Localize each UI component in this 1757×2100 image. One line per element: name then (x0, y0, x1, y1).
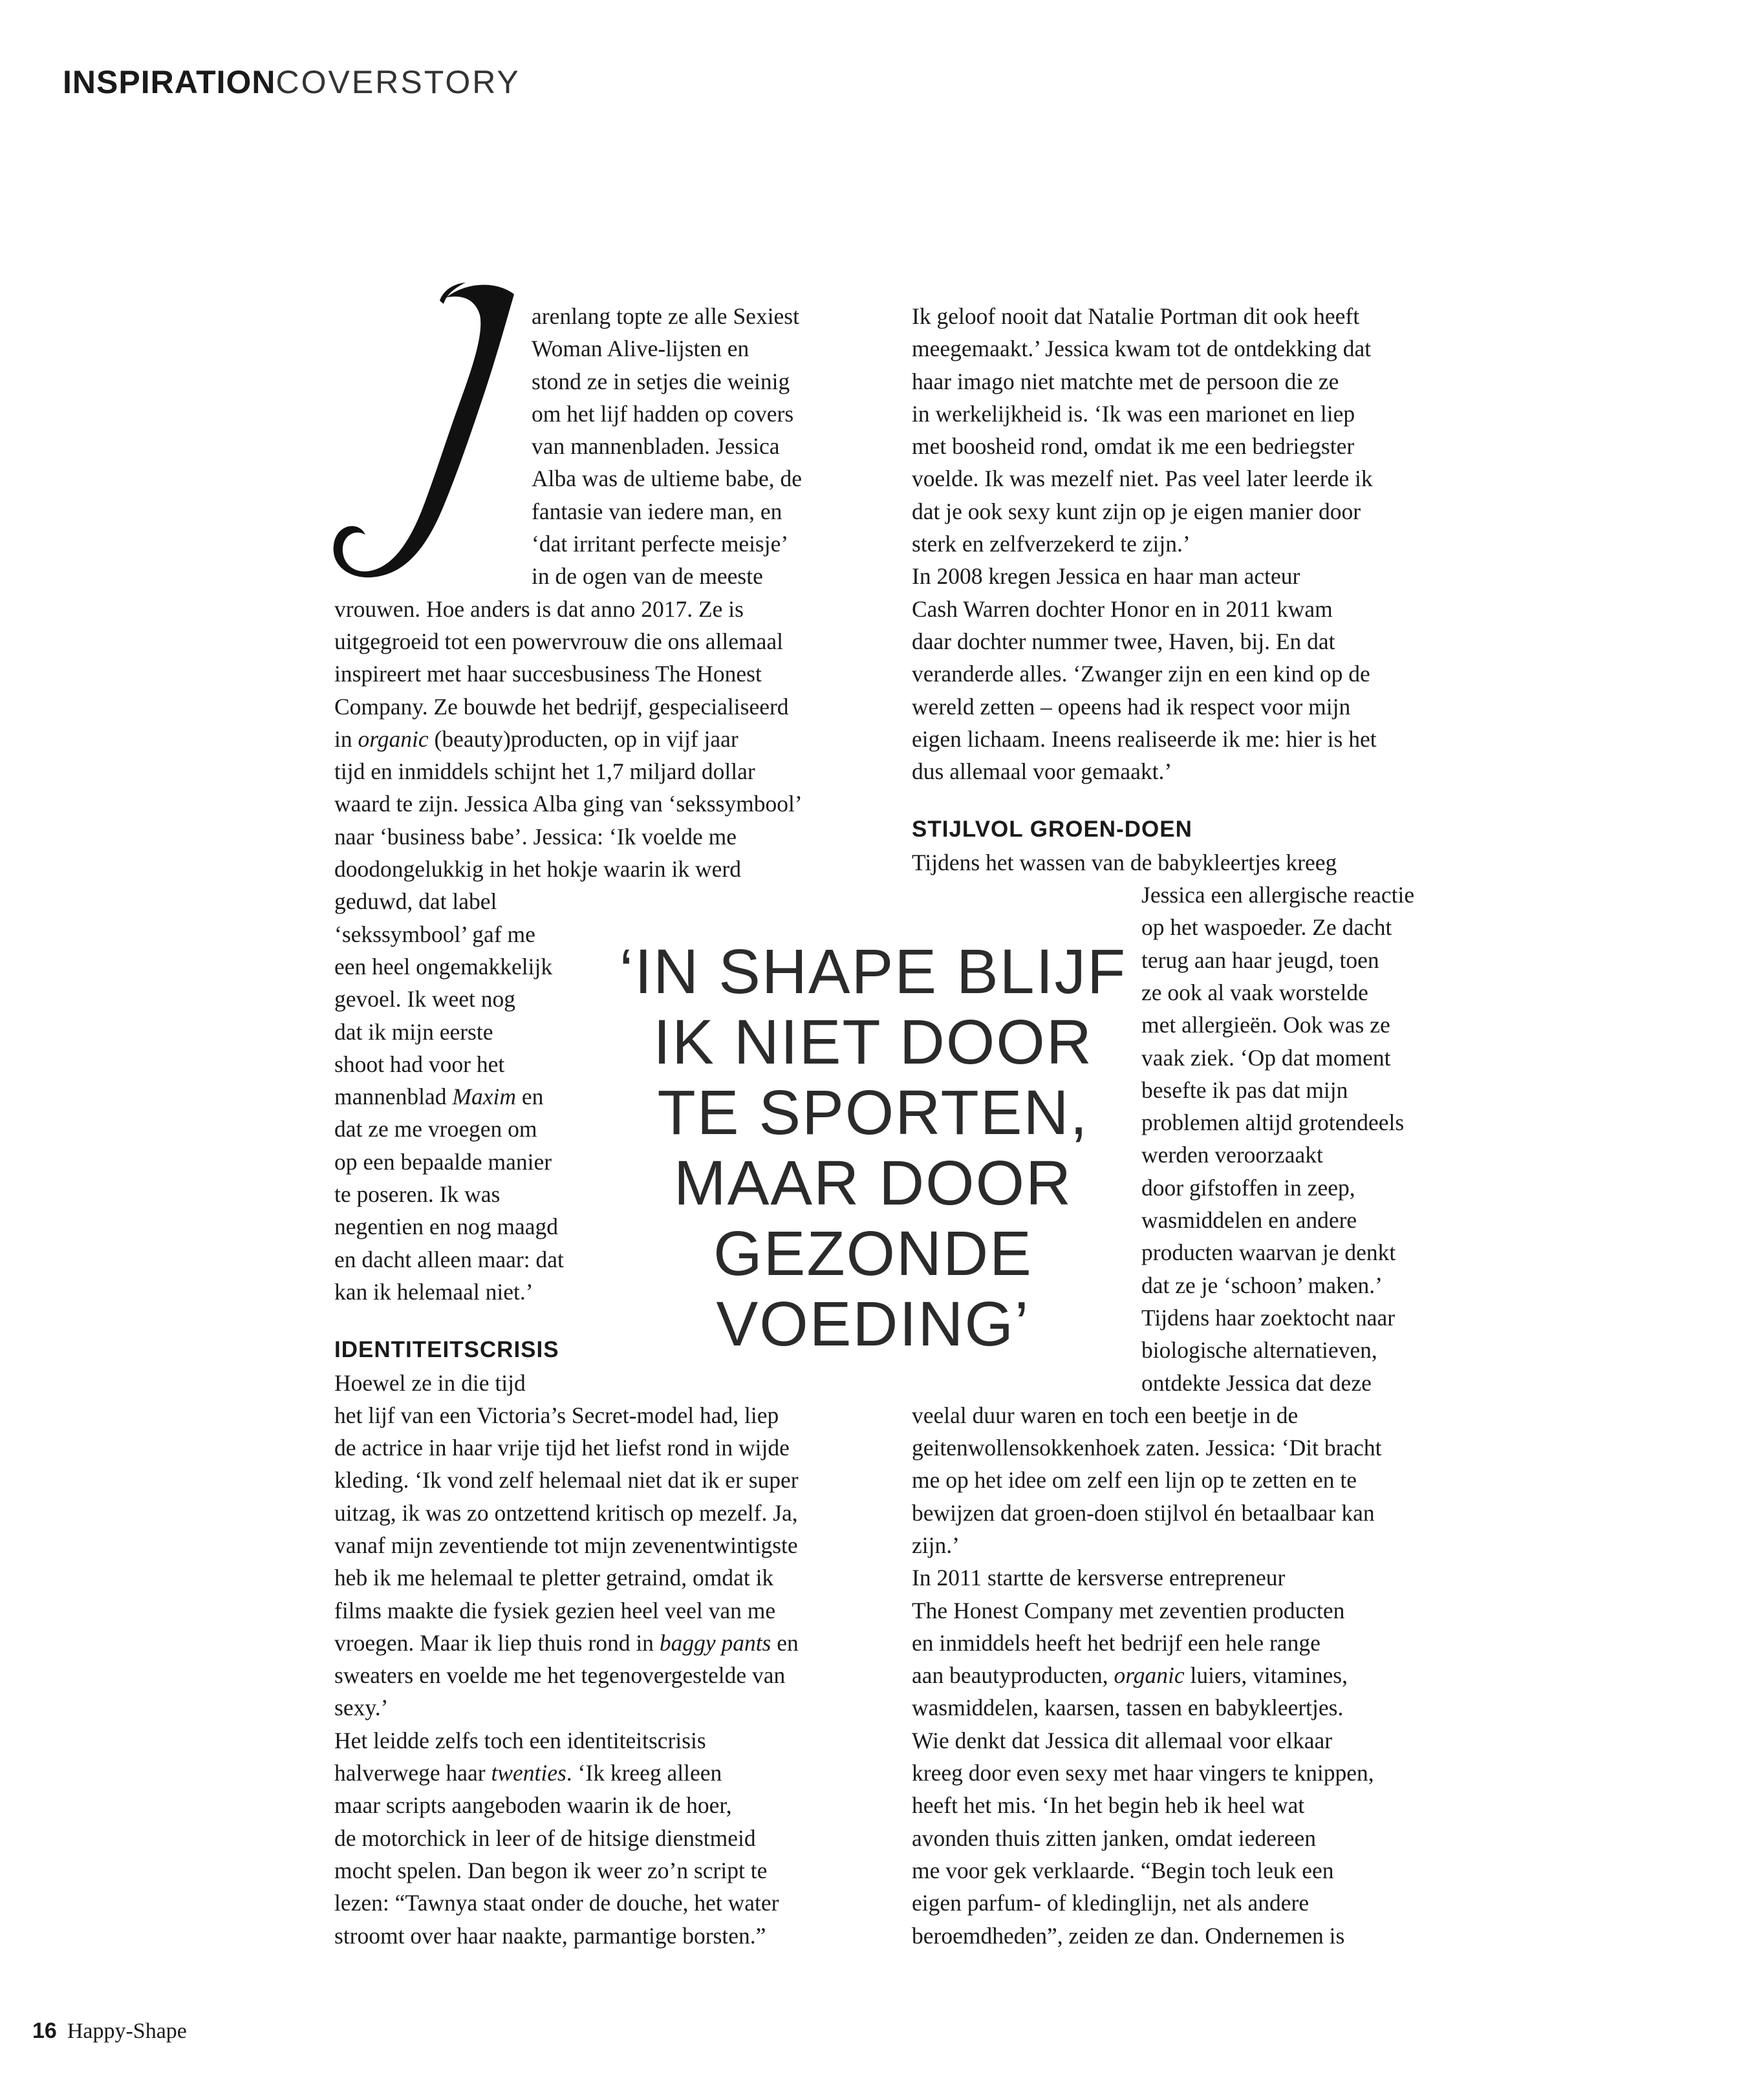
text-line: fantasie van iedere man, en (532, 498, 782, 524)
text-line: arenlang topte ze alle Sexiest (532, 303, 799, 329)
text-line: bewijzen dat groen-doen stijlvol én betaalbaar kan (912, 1499, 1375, 1526)
text-line: met boosheid rond, omdat ik me een bedriegster (912, 433, 1355, 460)
text-line: dat ze me vroegen om (334, 1116, 537, 1142)
text-line: gevoel. Ik weet nog (334, 986, 515, 1012)
text-line: Hoewel ze in die tijd (334, 1369, 526, 1396)
pull-quote (614, 936, 1132, 1359)
text-line: Cash Warren dochter Honor en in 2011 kwam (912, 595, 1333, 622)
text-line (334, 1627, 865, 1659)
text-line: veelal duur waren en toch een beetje in de (912, 1402, 1299, 1428)
text-line: mocht spelen. Dan begon ik weer zo’n script te (334, 1857, 768, 1883)
text-line (912, 1659, 1461, 1691)
text-line: en inmiddels heeft het bedrijf een hele range (912, 1629, 1320, 1656)
text-line: dat ze je ‘schoon’ maken.’ (1141, 1272, 1383, 1298)
text-line: The Honest Company met zeventien producten (912, 1597, 1345, 1623)
page-number: 16 (32, 2019, 57, 2043)
pull-quote-line: TE SPORTEN, (657, 1077, 1089, 1148)
text-line: tijd en inmiddels schijnt het 1,7 miljard dollar (334, 758, 755, 785)
text-line: In 2008 kregen Jessica en haar man acteur (912, 563, 1300, 590)
magazine-brand: Happy-Shape (67, 2019, 187, 2043)
text-line: Wie denkt dat Jessica dit allemaal voor elkaar (912, 1727, 1333, 1753)
text-line: in de ogen van de meeste (532, 563, 763, 590)
text-line: voelde. Ik was mezelf niet. Pas veel later leerde ik (912, 466, 1373, 492)
text-line: daar dochter nummer twee, Haven, bij. En dat (912, 628, 1335, 654)
pull-quote-line: GEZONDE (713, 1218, 1033, 1289)
text-line: kreeg door even sexy met haar vingers te knippen, (912, 1760, 1374, 1786)
text-line: een heel ongemakkelijk (334, 953, 553, 980)
text-line: ‘dat irritant perfecte meisje’ (532, 531, 789, 557)
text-line: dat ik mijn eerste (334, 1018, 493, 1045)
text-line: ‘sekssymbool’ gaf me (334, 921, 535, 947)
text-line: Tijdens haar zoektocht naar (1141, 1304, 1396, 1331)
text-line: Jessica een allergische reactie (1141, 882, 1415, 908)
text-line: inspireert met haar succesbusiness The Honest (334, 661, 762, 687)
text-line: zijn.’ (912, 1532, 960, 1558)
text-line: de actrice in haar vrije tijd het liefst rond in wijde (334, 1435, 790, 1461)
text-line: sexy.’ (334, 1695, 389, 1721)
text-line (334, 723, 865, 755)
text-line: In 2011 startte de kersverse entrepreneur (912, 1565, 1286, 1591)
pull-quote-line: MAAR DOOR (673, 1148, 1073, 1218)
text-line: Company. Ze bouwde het bedrijf, gespecialiseerd (334, 693, 789, 720)
text-run: in (334, 725, 358, 752)
text-run: luiers, vitamines, (1184, 1662, 1348, 1689)
text-line: besefte ik pas dat mijn (1141, 1077, 1348, 1103)
text-line: ontdekte Jessica dat deze (1141, 1369, 1372, 1396)
text-line: het lijf van een Victoria’s Secret-model had, liep (334, 1402, 779, 1428)
text-line: op het waspoeder. Ze dacht (1141, 914, 1392, 941)
italic-run: Maxim (452, 1084, 516, 1110)
italic-run: organic (1114, 1662, 1185, 1689)
text-run: mannenblad (334, 1084, 453, 1110)
text-line: om het lijf hadden op covers (532, 400, 794, 427)
text-line: met allergieën. Ook was ze (1141, 1012, 1390, 1038)
text-line: en dacht alleen maar: dat (334, 1246, 564, 1272)
text-run: en (515, 1084, 544, 1110)
text-line: door gifstoffen in zeep, (1141, 1174, 1355, 1201)
text-line: maar scripts aangeboden waarin ik de hoer, (334, 1792, 732, 1819)
text-line: heb ik me helemaal te pletter getraind, omdat ik (334, 1565, 774, 1591)
subhead-stijlvol-groen-doen: STIJLVOL GROEN-DOEN (912, 817, 1192, 842)
pull-quote-line: IK NIET DOOR (653, 1007, 1093, 1077)
text-line: in werkelijkheid is. ‘Ik was een marionet en liep (912, 400, 1355, 427)
section-header (63, 63, 521, 101)
text-line: doodongelukkig in het hokje waarin ik werd (334, 856, 741, 883)
text-line: meegemaakt.’ Jessica kwam tot de ontdekking dat (912, 336, 1372, 362)
text-line: dus allemaal voor gemaakt.’ (912, 758, 1172, 785)
text-run: halverwege haar (334, 1760, 491, 1786)
text-line: te poseren. Ik was (334, 1181, 501, 1208)
text-run: en (771, 1629, 799, 1656)
italic-run: baggy pants (659, 1629, 771, 1656)
text-line: wasmiddelen, kaarsen, tassen en babykleertjes. (912, 1695, 1344, 1721)
text-line: haar imago niet matchte met de persoon die ze (912, 368, 1339, 394)
text-line: wasmiddelen en andere (1141, 1207, 1357, 1234)
text-line: sterk en zelfverzekerd te zijn.’ (912, 531, 1191, 557)
pull-quote-line: ‘IN SHAPE BLIJF (619, 936, 1127, 1007)
text-line: terug aan haar jeugd, toen (1141, 947, 1379, 973)
paragraph-gap (912, 788, 1461, 813)
section-label: INSPIRATION (63, 64, 276, 100)
text-line: beroemdheden”, zeiden ze dan. Ondernemen is (912, 1922, 1345, 1949)
text-line: dat je ook sexy kunt zijn op je eigen manier door (912, 498, 1361, 524)
text-line: stroomt over haar naakte, parmantige borsten.” (334, 1922, 766, 1949)
pull-quote-line: VOEDING’ (716, 1289, 1030, 1359)
text-line: negentien en nog maagd (334, 1214, 559, 1240)
text-line: me op het idee om zelf een lijn op te zetten en te (912, 1467, 1357, 1494)
text-line: heeft het mis. ‘In het begin heb ik heel wat (912, 1792, 1305, 1819)
text-line: shoot had voor het (334, 1051, 505, 1077)
text-line: uitgegroeid tot een powervrouw die ons allemaal (334, 628, 784, 654)
text-line: de motorchick in leer of de hitsige dienstmeid (334, 1825, 756, 1851)
text-line: Tijdens het wassen van de babykleertjes kreeg (912, 849, 1337, 875)
text-line: Ik geloof nooit dat Natalie Portman dit ook heeft (912, 303, 1360, 329)
italic-run: organic (358, 725, 429, 752)
text-line: geduwd, dat label (334, 888, 497, 915)
text-line: kan ik helemaal niet.’ (334, 1278, 534, 1305)
text-line: uitzag, ik was zo ontzettend kritisch op mezelf. Ja, (334, 1499, 798, 1526)
text-line: me voor gek verklaarde. “Begin toch leuk een (912, 1857, 1334, 1883)
text-line: kleding. ‘Ik vond zelf helemaal niet dat ik er super (334, 1467, 799, 1494)
text-line: naar ‘business babe’. Jessica: ‘Ik voelde me (334, 823, 737, 850)
text-run: aan beautyproducten, (912, 1662, 1114, 1689)
text-run: vroegen. Maar ik liep thuis rond in (334, 1629, 660, 1656)
text-line: avonden thuis zitten janken, omdat iedereen (912, 1825, 1316, 1851)
text-line: veranderde alles. ‘Zwanger zijn en een kind op de (912, 661, 1370, 687)
text-line: eigen lichaam. Ineens realiseerde ik me: hier is het (912, 725, 1377, 752)
text-line: sweaters en voelde me het tegenovergestelde van (334, 1662, 786, 1689)
text-line: van mannenbladen. Jessica (532, 433, 780, 460)
text-line: op een bepaalde manier (334, 1148, 552, 1175)
text-run: (beauty)producten, op in vijf jaar (428, 725, 738, 752)
subsection-label: COVERSTORY (275, 64, 521, 100)
text-line: biologische alternatieven, (1141, 1337, 1377, 1364)
italic-run: twenties (491, 1760, 566, 1786)
text-line: vaak ziek. ‘Op dat moment (1141, 1044, 1391, 1071)
text-line: wereld zetten – opeens had ik respect voor mijn (912, 693, 1351, 720)
text-line: vanaf mijn zeventiende tot mijn zevenentwintigste (334, 1532, 798, 1558)
text-line: waard te zijn. Jessica Alba ging van ‘sekssymbool’ (334, 791, 803, 817)
text-line (334, 1757, 865, 1789)
text-line: eigen parfum- of kledinglijn, net als andere (912, 1890, 1310, 1916)
text-line: geitenwollensokkenhoek zaten. Jessica: ‘Dit bracht (912, 1435, 1382, 1461)
text-line: producten waarvan je denkt (1141, 1239, 1396, 1266)
text-line: ze ook al vaak worstelde (1141, 979, 1368, 1005)
text-line: stond ze in setjes die weinig (532, 368, 790, 394)
text-line: vrouwen. Hoe anders is dat anno 2017. Ze is (334, 595, 744, 622)
text-run: . ‘Ik kreeg alleen (566, 1760, 722, 1786)
text-line: Alba was de ultieme babe, de (532, 466, 802, 492)
text-line: problemen altijd grotendeels (1141, 1109, 1405, 1136)
text-line: werden veroorzaakt (1141, 1142, 1323, 1168)
text-line: films maakte die fysiek gezien heel veel van me (334, 1597, 776, 1623)
page-footer (32, 2019, 187, 2044)
text-line: Woman Alive-lijsten en (532, 336, 749, 362)
text-line: lezen: “Tawnya staat onder de douche, het water (334, 1890, 779, 1916)
subhead-identiteitscrisis: IDENTITEITSCRISIS (334, 1337, 559, 1363)
text-line: Het leidde zelfs toch een identiteitscrisis (334, 1727, 706, 1753)
